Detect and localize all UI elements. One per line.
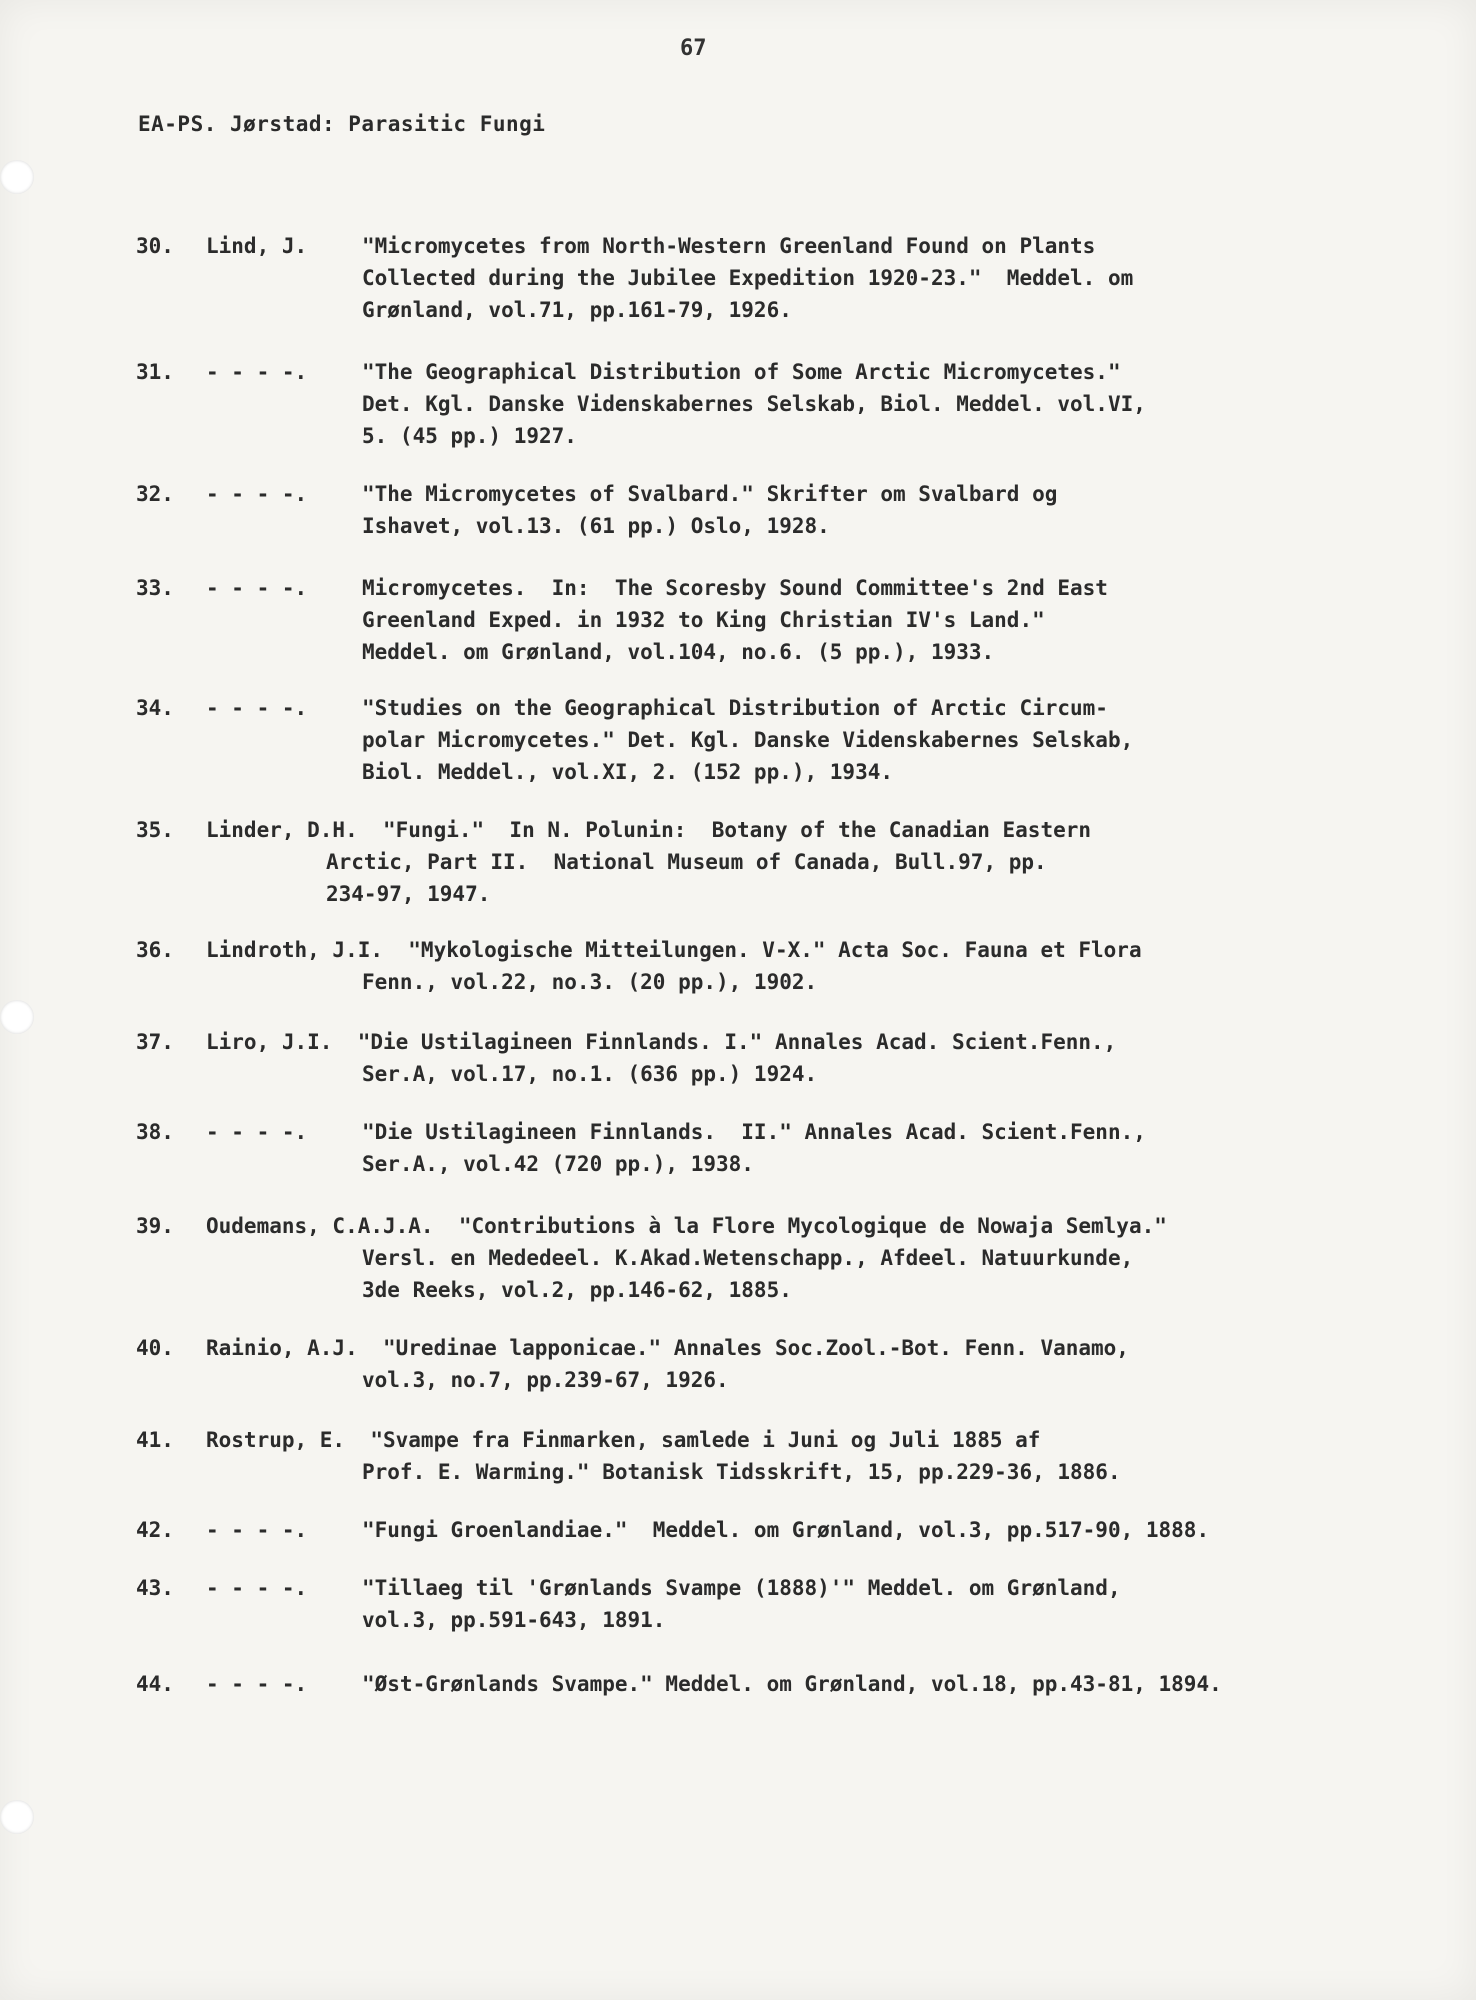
entry-number: 31. (136, 360, 174, 384)
entry-number: 38. (136, 1120, 174, 1144)
entry-text-line: 234-97, 1947. (326, 882, 491, 906)
entry-text-line: Prof. E. Warming." Botanisk Tidsskrift, 15, pp.229-36, 1886. (362, 1460, 1121, 1484)
entry-author: Rainio, A.J. "Uredinae lapponicae." Annales Soc.Zool.-Bot. Fenn. Vanamo, (206, 1336, 1129, 1360)
entry-text-line: Ser.A, vol.17, no.1. (636 pp.) 1924. (362, 1062, 818, 1086)
entry-author: - - - -. (206, 696, 308, 720)
entry-number: 32. (136, 482, 174, 506)
entry-text-line: "Micromycetes from North-Western Greenland Found on Plants (362, 234, 1096, 258)
entry-text-line: Micromycetes. In: The Scoresby Sound Committee's 2nd East (362, 576, 1108, 600)
entry-author: - - - -. (206, 1576, 308, 1600)
entry-author: - - - -. (206, 1672, 308, 1696)
entry-author: Oudemans, C.A.J.A. "Contributions à la Flore Mycologique de Nowaja Semlya." (206, 1214, 1167, 1238)
entry-text-line: "Die Ustilagineen Finnlands. II." Annales Acad. Scient.Fenn., (362, 1120, 1146, 1144)
entry-text-line: Versl. en Mededeel. K.Akad.Wetenschapp., Afdeel. Natuurkunde, (362, 1246, 1134, 1270)
entry-author: Rostrup, E. "Svampe fra Finmarken, samlede i Juni og Juli 1885 af (206, 1428, 1041, 1452)
entry-text-line: Grønland, vol.71, pp.161-79, 1926. (362, 298, 792, 322)
entry-number: 44. (136, 1672, 174, 1696)
entry-number: 34. (136, 696, 174, 720)
entry-author: Linder, D.H. "Fungi." In N. Polunin: Botany of the Canadian Eastern (206, 818, 1092, 842)
entry-text-line: Meddel. om Grønland, vol.104, no.6. (5 pp.), 1933. (362, 640, 995, 664)
entry-text-line: vol.3, no.7, pp.239-67, 1926. (362, 1368, 729, 1392)
entry-author: - - - -. (206, 482, 308, 506)
binder-hole (0, 1800, 34, 1834)
entry-number: 40. (136, 1336, 174, 1360)
entry-author: Liro, J.I. "Die Ustilagineen Finnlands. I." Annales Acad. Scient.Fenn., (206, 1030, 1117, 1054)
entry-author: Lindroth, J.I. "Mykologische Mitteilungen. V-X." Acta Soc. Fauna et Flora (206, 938, 1142, 962)
entry-text-line: 3de Reeks, vol.2, pp.146-62, 1885. (362, 1278, 792, 1302)
entry-author: - - - -. (206, 576, 308, 600)
entry-text-line: "The Geographical Distribution of Some Arctic Micromycetes." (362, 360, 1121, 384)
entry-text-line: "Tillaeg til 'Grønlands Svampe (1888)'" Meddel. om Grønland, (362, 1576, 1121, 1600)
entry-number: 36. (136, 938, 174, 962)
entry-text-line: 5. (45 pp.) 1927. (362, 424, 577, 448)
document-header: EA-PS. Jørstad: Parasitic Fungi (138, 112, 546, 136)
entry-text-line: vol.3, pp.591-643, 1891. (362, 1608, 666, 1632)
entry-text-line: polar Micromycetes." Det. Kgl. Danske Videnskabernes Selskab, (362, 728, 1134, 752)
entry-text-line: Det. Kgl. Danske Videnskabernes Selskab, Biol. Meddel. vol.VI, (362, 392, 1146, 416)
entry-author: Lind, J. (206, 234, 308, 258)
entry-number: 37. (136, 1030, 174, 1054)
entry-author: - - - -. (206, 360, 308, 384)
entry-author: - - - -. (206, 1120, 308, 1144)
page-number: 67 (680, 36, 707, 61)
entry-number: 33. (136, 576, 174, 600)
binder-hole (0, 160, 34, 194)
entry-text-line: Biol. Meddel., vol.XI, 2. (152 pp.), 1934. (362, 760, 894, 784)
entry-text-line: Collected during the Jubilee Expedition 1920-23." Meddel. om (362, 266, 1134, 290)
entry-number: 41. (136, 1428, 174, 1452)
entry-number: 39. (136, 1214, 174, 1238)
binder-hole (0, 1000, 34, 1034)
entry-text-line: Greenland Exped. in 1932 to King Christian IV's Land." (362, 608, 1045, 632)
entry-number: 43. (136, 1576, 174, 1600)
entry-text-line: Fenn., vol.22, no.3. (20 pp.), 1902. (362, 970, 818, 994)
entry-number: 42. (136, 1518, 174, 1542)
entry-author: - - - -. (206, 1518, 308, 1542)
entry-text-line: "Øst-Grønlands Svampe." Meddel. om Grønland, vol.18, pp.43-81, 1894. (362, 1672, 1222, 1696)
entry-text-line: Arctic, Part II. National Museum of Canada, Bull.97, pp. (326, 850, 1047, 874)
entry-text-line: Ishavet, vol.13. (61 pp.) Oslo, 1928. (362, 514, 830, 538)
entry-text-line: "The Micromycetes of Svalbard." Skrifter om Svalbard og (362, 482, 1058, 506)
entry-number: 30. (136, 234, 174, 258)
entry-number: 35. (136, 818, 174, 842)
entry-text-line: "Studies on the Geographical Distribution of Arctic Circum- (362, 696, 1108, 720)
entry-text-line: "Fungi Groenlandiae." Meddel. om Grønland, vol.3, pp.517-90, 1888. (362, 1518, 1210, 1542)
entry-text-line: Ser.A., vol.42 (720 pp.), 1938. (362, 1152, 754, 1176)
